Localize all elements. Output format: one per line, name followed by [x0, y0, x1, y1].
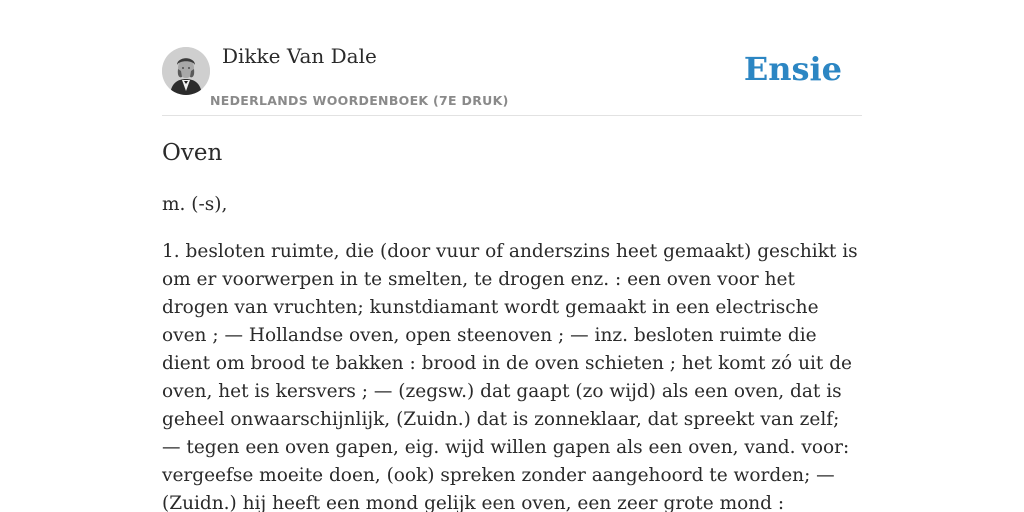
entry-title: Oven	[162, 140, 223, 166]
entry-definition: 1. besloten ruimte, die (door vuur of anderszins heet gemaakt) geschikt is om er voorwerpen in te smelten, te drogen enz. : een oven voor het drogen van vruchten; kunstdiamant wordt gemaakt in een electrische oven ; — Hollandse oven, open steenoven ; — inz. besloten ruimte die dient om brood te bakken : brood in de oven schieten ; het komt zó uit de oven, het is kersvers ; — (zegsw.) dat gaapt (zo wijd) als een oven, dat is geheel onwaarschijnlijk, (Zuidn.) dat is zonneklaar, dat spreekt van zelf; — tegen een oven gapen, eig. wijd willen gapen als een oven, vand. voor: vergeefse moeite doen, (ook) spreken zonder aangehoord te worden; — (Zuidn.) hij heeft een mond gelijk een oven, een zeer grote mond :	[162, 241, 858, 512]
author-name[interactable]: Dikke Van Dale	[222, 44, 377, 68]
header	[162, 0, 862, 116]
brand-logo[interactable]: Ensie	[743, 50, 842, 88]
author-portrait-icon	[162, 47, 210, 95]
dictionary-name[interactable]: NEDERLANDS WOORDENBOEK (7E DRUK)	[210, 93, 509, 108]
author-avatar-icon[interactable]	[162, 47, 210, 95]
entry-grammar: m. (-s),	[162, 194, 228, 215]
content-container	[162, 0, 862, 512]
